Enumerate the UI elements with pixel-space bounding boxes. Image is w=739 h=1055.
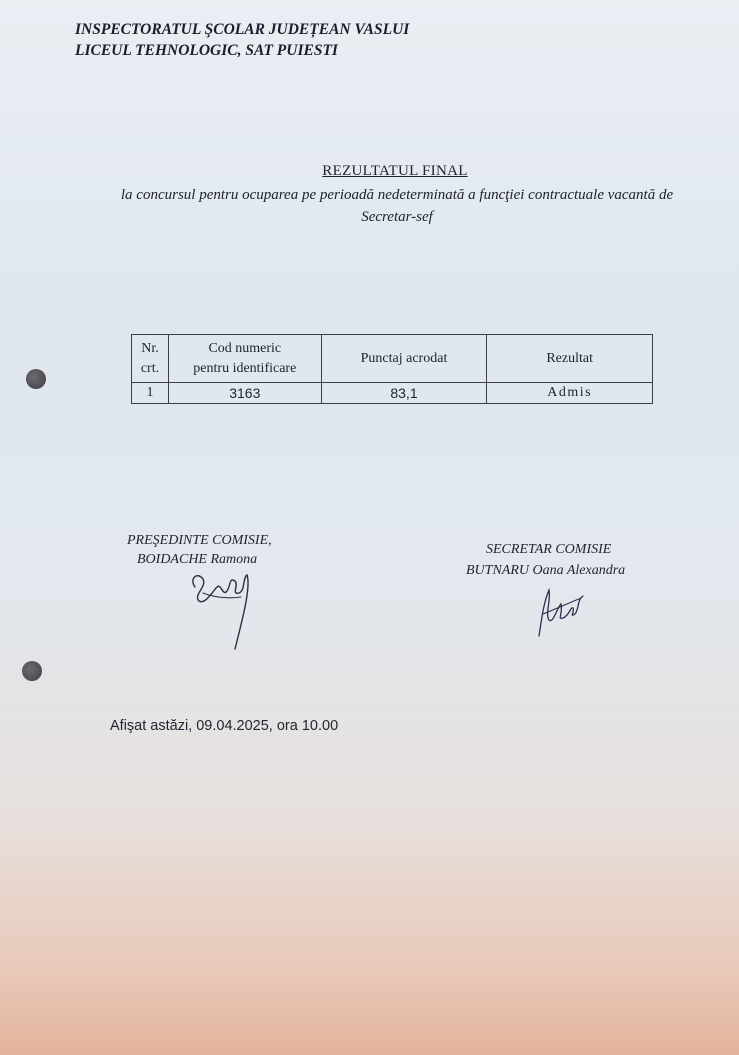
subtitle-line-1: la concursul pentru ocuparea pe perioadă nedeterminată a funcţiei contractuale vacantă de <box>120 187 674 203</box>
secretary-signature-scribble <box>533 584 589 640</box>
header-rezultat: Rezultat <box>487 335 653 383</box>
cell-cod: 3163 <box>168 383 321 404</box>
subtitle-line-2: Secretar-sef <box>361 209 433 225</box>
signature-block-secretary <box>466 539 625 581</box>
school-name: LICEUL TEHNOLOGIC, SAT PUIESTI <box>75 42 338 59</box>
table-row <box>132 383 653 404</box>
inspectorate-name: INSPECTORATUL ŞCOLAR JUDEȚEAN VASLUI <box>75 21 410 38</box>
punch-hole-bottom <box>22 661 42 681</box>
secretary-name: BUTNARU Oana Alexandra <box>466 563 626 578</box>
document-title: REZULTATUL FINAL <box>322 163 468 179</box>
table-header-row <box>132 335 653 383</box>
secretary-role: SECRETAR COMISIE <box>486 542 612 557</box>
president-name: BOIDACHE Ramona <box>137 552 258 567</box>
president-role: PREŞEDINTE COMISIE, <box>127 533 272 548</box>
header-nr-crt: Nr. crt. <box>132 335 169 383</box>
cell-punctaj: 83,1 <box>321 383 487 404</box>
header-punctaj: Punctaj acrodat <box>321 335 487 383</box>
cell-nr: 1 <box>132 383 169 404</box>
punch-hole-top <box>26 369 46 389</box>
results-table <box>131 334 653 404</box>
cell-rezultat: Admis <box>487 383 653 404</box>
header-cod-numeric: Cod numeric pentru identificare <box>168 335 321 383</box>
president-signature-scribble <box>183 557 263 653</box>
posting-date: Afişat astăzi, 09.04.2025, ora 10.00 <box>110 718 339 734</box>
document-subtitle <box>70 184 724 228</box>
document-header <box>75 19 409 61</box>
